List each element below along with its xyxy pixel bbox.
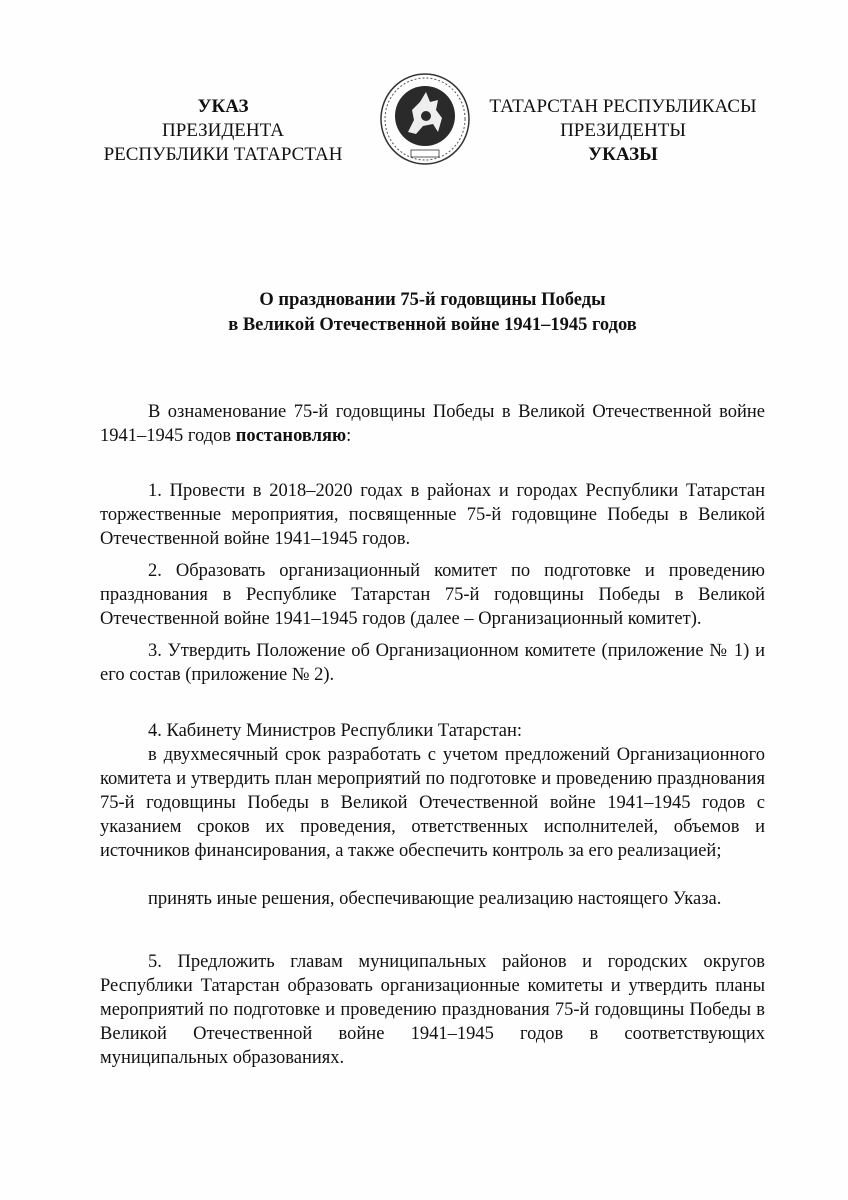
preamble-end: :: [346, 426, 352, 446]
clause-1: 1. Провести в 2018–2020 годах в районах и городах Республики Татарстан торжественные мероприятия, посвященные 75-й годовщине Победы в Великой Отечественной войне 1941–1945 годов.: [100, 481, 765, 549]
title-line2: в Великой Отечественной войне 1941–1945 годов: [228, 315, 637, 335]
clause-2: 2. Образовать организационный комитет по подготовке и проведению празднования в Республике Татарстан 75-й годовщины Победы в Великой Отечественной войне 1941–1945 годов (далее – Организационный комитет).: [100, 561, 765, 629]
header-right-line3: УКАЗЫ: [588, 144, 658, 165]
header-left-line3: РЕСПУБЛИКИ ТАТАРСТАН: [103, 144, 343, 165]
header-left: [73, 95, 373, 167]
clause-3: 3. Утвердить Положение об Организационном комитете (приложение № 1) и его состав (приложение № 2).: [100, 641, 765, 685]
preamble-text: В ознаменование 75-й годовщины Победы в Великой Отечественной войне 1941–1945 годов: [100, 402, 765, 446]
clause-4b: принять иные решения, обеспечивающие реализацию настоящего Указа.: [148, 889, 722, 909]
header-right-line2: ПРЕЗИДЕНТЫ: [560, 120, 686, 141]
clause-5: 5. Предложить главам муниципальных районов и городских округов Республики Татарстан образовать организационные комитеты и утвердить планы мероприятий по подготовке и проведению празднования 75-й годовщины Победы в Великой Отечественной войне 1941–1945 годов в соответствующих муниципальных образованиях.: [100, 952, 765, 1068]
preamble: [100, 400, 765, 448]
header-left-line1: УКАЗ: [197, 96, 249, 117]
clause-4a: в двухмесячный срок разработать с учетом предложений Организационного комитета и утвердить план мероприятий по подготовке и проведению празднования 75-й годовщины Победы в Великой Отечественной войне 1941–1945 годов с указанием сроков их проведения, ответственных исполнителей, объемов и источников финансирования, а также обеспечить контроль за его реализацией;: [100, 745, 765, 861]
header-right: [473, 95, 773, 167]
document-title: [100, 288, 765, 338]
preamble-bold: постановляю: [235, 426, 347, 446]
coat-of-arms-emblem-icon: [378, 72, 472, 166]
title-line1: О праздновании 75-й годовщины Победы: [259, 290, 606, 310]
clause-4: 4. Кабинету Министров Республики Татарстан:: [148, 721, 523, 741]
header-left-line2: ПРЕЗИДЕНТА: [161, 120, 285, 141]
header-right-line1: ТАТАРСТАН РЕСПУБЛИКАСЫ: [489, 96, 757, 117]
